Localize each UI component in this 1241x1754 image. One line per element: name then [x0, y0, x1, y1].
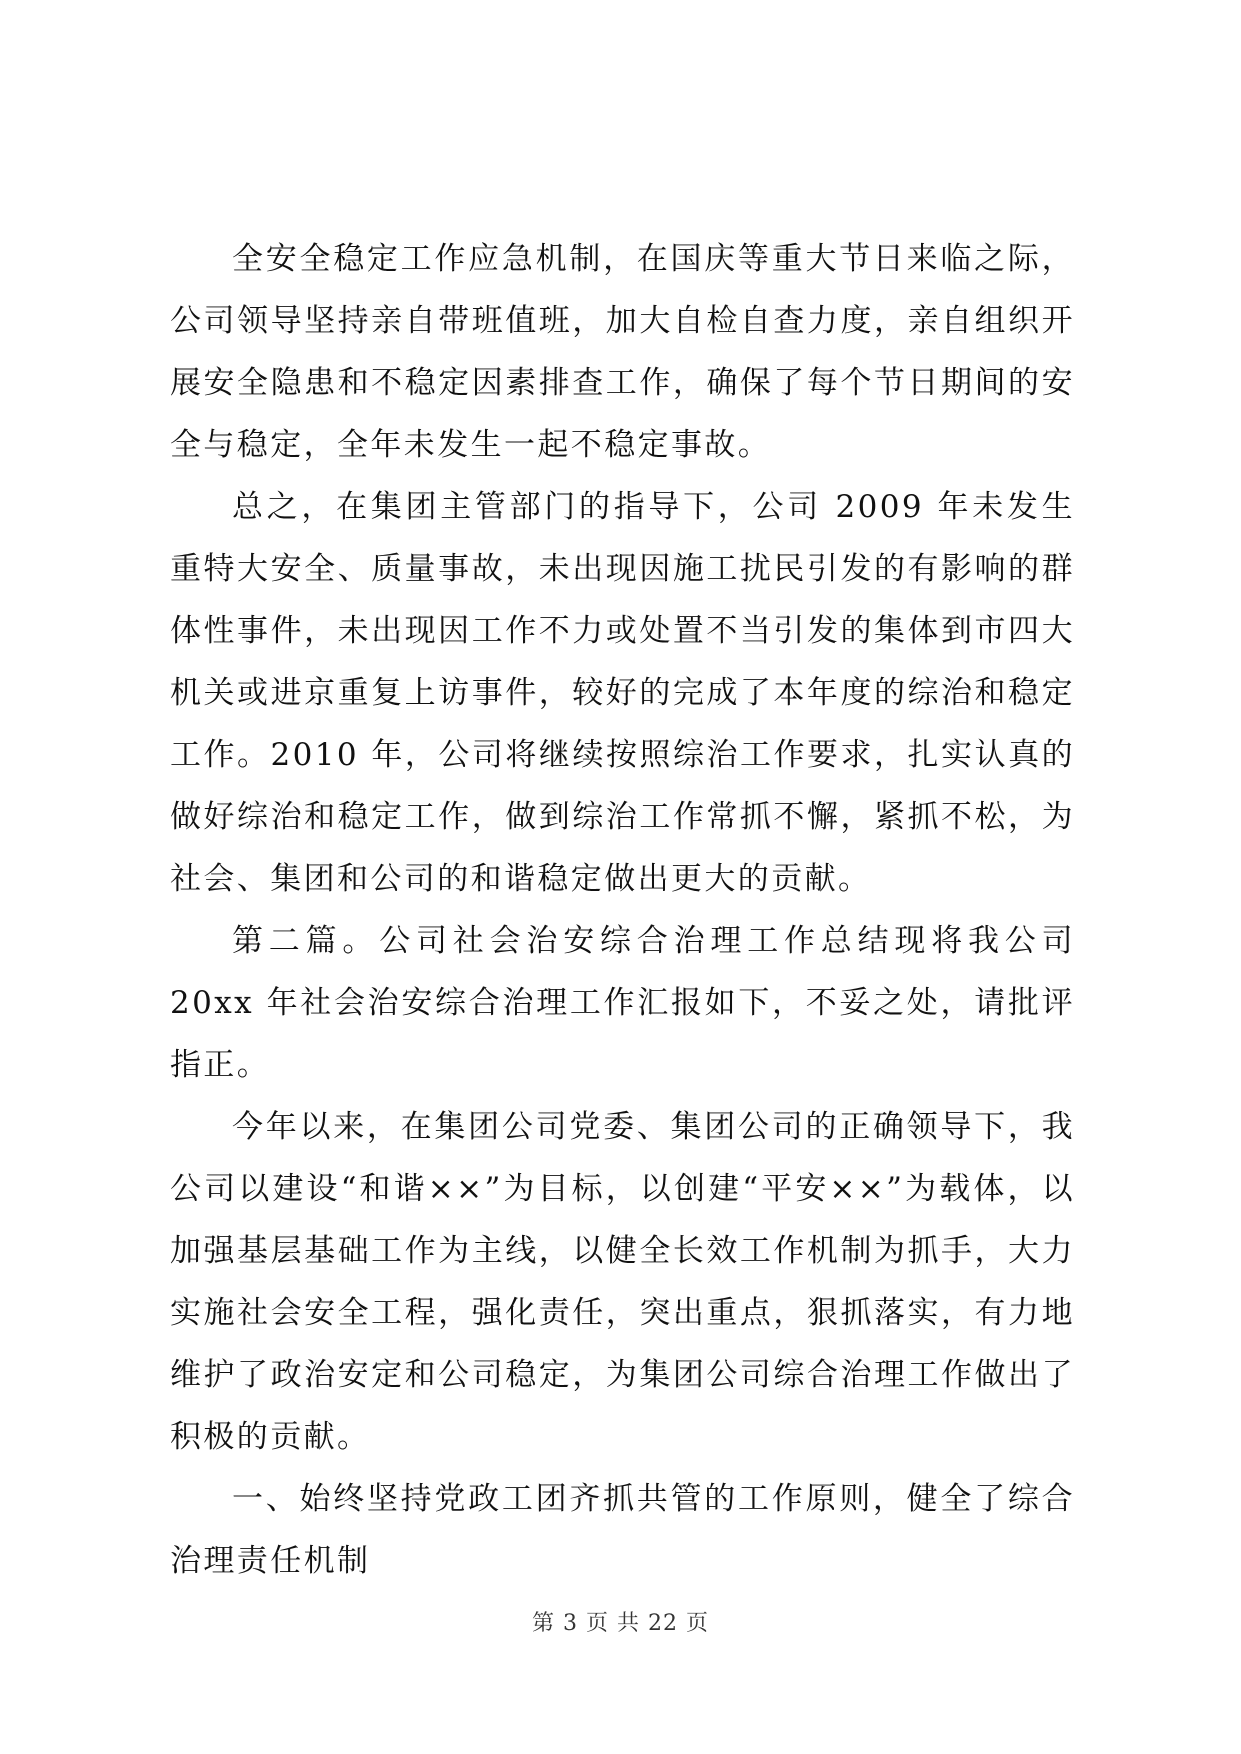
paragraph: 全安全稳定工作应急机制，在国庆等重大节日来临之际，公司领导坚持亲自带班值班，加大自检自查力度，亲自组织开展安全隐患和不稳定因素排查工作，确保了每个节日期间的安全与稳定，全年未发生一起不稳定事故。 — [170, 241, 1075, 463]
paragraph: 一、始终坚持党政工团齐抓共管的工作原则，健全了综合治理责任机制 — [170, 1481, 1075, 1579]
paragraph: 今年以来，在集团公司党委、集团公司的正确领导下，我公司以建设“和谐××”为目标，以创建“平安××”为载体，以加强基层基础工作为主线，以健全长效工作机制为抓手，大力实施社会安全工程，强化责任，突出重点，狠抓落实，有力地维护了政治安定和公司稳定，为集团公司综合治理工作做出了积极的贡献。 — [170, 1109, 1075, 1455]
page-footer: 第 3 页 共 22 页 — [532, 1611, 709, 1636]
paragraph: 第二篇。公司社会治安综合治理工作总结现将我公司 20xx 年社会治安综合治理工作汇报如下，不妥之处，请批评指正。 — [170, 923, 1075, 1083]
paragraph: 总之，在集团主管部门的指导下，公司 2009 年未发生重特大安全、质量事故，未出现因施工扰民引发的有影响的群体性事件，未出现因工作不力或处置不当引发的集体到市四大机关或进京重复上访事件，较好的完成了本年度的综治和稳定工作。2010 年，公司将继续按照综治工作要求，扎实认真的做好综治和稳定工作，做到综治工作常抓不懈，紧抓不松，为社会、集团和公司的和谐稳定做出更大的贡献。 — [170, 489, 1075, 897]
document-body — [170, 228, 1075, 1592]
